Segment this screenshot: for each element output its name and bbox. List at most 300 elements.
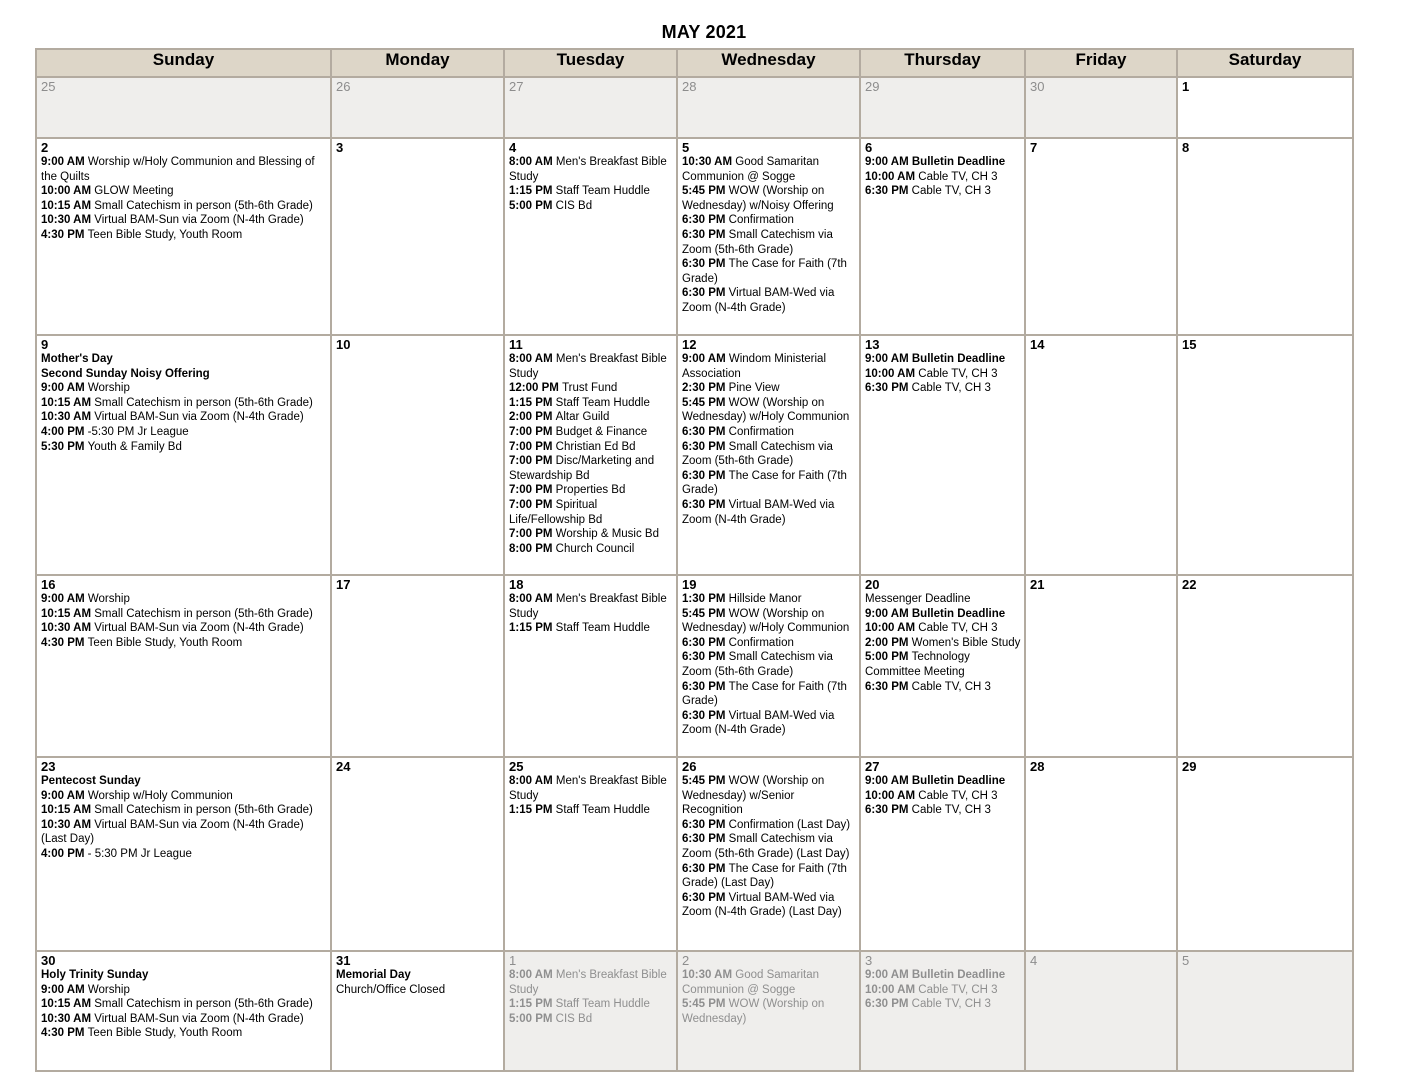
event-line (509, 997, 673, 1012)
event-time: 10:30 AM (682, 156, 736, 168)
day-cell-6 (860, 138, 1025, 335)
event-line (41, 213, 327, 228)
day-number: 26 (336, 79, 351, 94)
event-text: Worship (87, 382, 130, 395)
event-text: Worship w/Holy Communion and Blessing of the Quilts (41, 156, 315, 183)
event-time: 10:30 AM (41, 214, 95, 227)
event-time: 9:00 AM (865, 353, 912, 365)
event-time: 6:30 PM (682, 425, 729, 438)
event-text: Teen Bible Study, Youth Room (87, 228, 243, 241)
day-cell-17 (331, 575, 504, 757)
event-line (682, 228, 856, 257)
event-line (509, 184, 673, 199)
weekday-header-saturday: Saturday (1177, 49, 1353, 77)
day-number: 29 (865, 79, 880, 94)
event-line (682, 352, 856, 381)
day-cell-content (332, 78, 503, 96)
day-number: 21 (1030, 577, 1045, 592)
event-text: Cable TV, CH 3 (911, 998, 991, 1011)
day-number: 18 (509, 577, 524, 592)
event-text: Cable TV, CH 3 (911, 680, 991, 693)
event-time: 5:30 PM (41, 440, 88, 453)
event-text: Memorial Day (336, 969, 411, 981)
day-cell-content (505, 952, 676, 1028)
event-line (509, 774, 673, 803)
day-cell-content (861, 139, 1024, 201)
event-text: Confirmation (728, 636, 794, 649)
event-time: 6:30 PM (682, 651, 729, 664)
day-number: 8 (1182, 140, 1190, 155)
event-text: Virtual BAM-Sun via Zoom (N-4th Grade) (94, 622, 304, 635)
event-line (682, 155, 856, 184)
event-line (509, 968, 673, 997)
event-text: Properties Bd (555, 484, 626, 497)
event-line (509, 1012, 673, 1027)
event-time: 5:45 PM (682, 607, 729, 620)
event-line (509, 498, 673, 527)
event-line (336, 968, 500, 983)
event-text: Small Catechism in person (5th-6th Grade) (94, 998, 313, 1011)
day-number: 2 (41, 140, 49, 155)
event-text: Holy Trinity Sunday (41, 969, 149, 981)
event-time: 6:30 PM (682, 833, 729, 846)
event-time: 6:30 PM (865, 382, 912, 395)
event-text: Virtual BAM-Wed via Zoom (N-4th Grade) (682, 287, 835, 314)
event-line (682, 997, 856, 1026)
event-time: 10:00 AM (865, 983, 919, 996)
event-time: 5:00 PM (509, 199, 556, 212)
event-text: Cable TV, CH 3 (911, 804, 991, 817)
day-cell-content (505, 336, 676, 558)
event-time: 7:00 PM (509, 425, 556, 438)
event-line (865, 774, 1021, 789)
event-text: Confirmation (728, 214, 794, 227)
day-cell-content (1178, 139, 1352, 157)
event-time: 2:30 PM (682, 382, 729, 395)
event-text: Small Catechism in person (5th-6th Grade) (94, 607, 313, 620)
event-time: 12:00 PM (509, 382, 563, 395)
event-text: Staff Team Huddle (555, 804, 650, 817)
weekday-header-friday: Friday (1025, 49, 1177, 77)
event-line (682, 891, 856, 920)
event-text: Small Catechism in person (5th-6th Grade) (94, 199, 313, 212)
day-number: 4 (509, 140, 517, 155)
event-time: 7:00 PM (509, 498, 556, 511)
day-number: 30 (41, 953, 56, 968)
event-text: Small Catechism via Zoom (5th-6th Grade) (Last Day) (682, 833, 850, 860)
event-text: Virtual BAM-Wed via Zoom (N-4th Grade) (682, 709, 835, 737)
event-line (509, 410, 673, 425)
event-line (682, 862, 856, 891)
event-time: 5:45 PM (682, 998, 729, 1011)
event-text: Cable TV, CH 3 (918, 789, 998, 802)
day-cell-content (332, 336, 503, 354)
event-line (509, 352, 673, 381)
event-line (41, 410, 327, 425)
event-time: 6:30 PM (682, 287, 729, 300)
event-text: Spiritual Life/Fellowship Bd (509, 498, 603, 526)
day-number: 20 (865, 577, 880, 592)
event-text: Worship (87, 983, 130, 996)
event-text: Budget & Finance (555, 425, 648, 438)
day-cell-content (1026, 952, 1176, 970)
event-line (41, 636, 327, 651)
day-cell-content (861, 78, 1024, 96)
event-time: 1:15 PM (509, 622, 556, 635)
event-text: Pine View (728, 382, 780, 395)
event-time: 8:00 PM (509, 542, 556, 555)
day-number: 1 (1182, 79, 1190, 94)
event-text: Worship w/Holy Communion (87, 789, 233, 802)
event-line (865, 968, 1021, 983)
event-time: 9:00 AM (865, 969, 912, 981)
event-time: 9:00 AM (41, 382, 88, 395)
event-text: Windom Ministerial Association (682, 353, 827, 380)
event-line (682, 184, 856, 213)
event-time: 1:15 PM (509, 998, 556, 1011)
event-text: Staff Team Huddle (555, 622, 650, 635)
event-time: 4:00 PM (41, 847, 88, 860)
day-cell-27 (860, 757, 1025, 951)
day-cell-13 (860, 335, 1025, 575)
event-time: 9:00 AM (41, 593, 88, 605)
day-cell-2 (36, 138, 331, 335)
event-line (682, 469, 856, 498)
day-cell-26 (677, 757, 860, 951)
day-number: 28 (1030, 759, 1045, 774)
event-time: 6:30 PM (682, 891, 729, 904)
event-text: The Case for Faith (7th Grade) (682, 469, 847, 497)
event-text: The Case for Faith (7th Grade) (682, 258, 847, 285)
event-text: Bulletin Deadline (911, 775, 1006, 787)
event-line (682, 381, 856, 396)
event-text: WOW (Worship on Wednesday) w/Noisy Offering (682, 185, 834, 212)
event-time: 1:15 PM (509, 804, 556, 817)
event-time: 6:30 PM (682, 228, 729, 241)
event-text: Men's Breakfast Bible Study (509, 156, 667, 183)
day-cell-25 (504, 757, 677, 951)
event-line (509, 381, 673, 396)
day-cell-5-outside (1177, 951, 1353, 1071)
day-number: 27 (865, 759, 880, 774)
day-cell-3 (331, 138, 504, 335)
event-time: 10:00 AM (865, 622, 919, 635)
event-text: Church Council (555, 542, 635, 555)
day-cell-content (37, 336, 330, 456)
day-number: 16 (41, 577, 56, 592)
event-time: 6:30 PM (682, 258, 729, 271)
event-line (41, 774, 327, 789)
day-number: 23 (41, 759, 56, 774)
event-text: Teen Bible Study, Youth Room (87, 1027, 243, 1040)
day-cell-content (861, 758, 1024, 820)
event-text: Bulletin Deadline (911, 353, 1006, 365)
event-line (682, 425, 856, 440)
event-text: - 5:30 PM Jr League (87, 847, 192, 860)
day-cell-26-outside (331, 77, 504, 138)
event-time: 8:00 AM (509, 353, 556, 365)
event-line (41, 440, 327, 455)
event-text: Men's Breakfast Bible Study (509, 775, 667, 802)
event-text: GLOW Meeting (94, 185, 174, 198)
day-cell-20 (860, 575, 1025, 757)
event-line (682, 213, 856, 228)
day-cell-24 (331, 757, 504, 951)
event-line (682, 607, 856, 636)
event-line (682, 650, 856, 679)
weekday-header-tuesday: Tuesday (504, 49, 677, 77)
event-text: Mother's Day (41, 353, 113, 365)
event-time: 4:30 PM (41, 228, 88, 241)
event-time: 6:30 PM (682, 818, 729, 831)
event-line (509, 803, 673, 818)
event-text: Bulletin Deadline (911, 156, 1006, 168)
day-cell-18 (504, 575, 677, 757)
day-cell-1-outside (504, 951, 677, 1071)
week-row (36, 77, 1353, 138)
event-text: Men's Breakfast Bible Study (509, 593, 667, 620)
event-line (41, 1026, 327, 1041)
event-line (509, 425, 673, 440)
event-text: Christian Ed Bd (555, 440, 636, 453)
day-number: 31 (336, 953, 351, 968)
event-text: Small Catechism in person (5th-6th Grade) (94, 396, 313, 409)
event-text: Messenger Deadline (865, 593, 971, 605)
event-time: 6:30 PM (682, 214, 729, 227)
event-time: 2:00 PM (865, 636, 912, 649)
day-cell-19 (677, 575, 860, 757)
event-text: Confirmation (Last Day) (728, 818, 851, 831)
event-line (41, 803, 327, 818)
day-cell-content (505, 78, 676, 96)
event-line (41, 367, 327, 382)
event-text: Second Sunday Noisy Offering (41, 367, 210, 380)
day-cell-content (505, 139, 676, 215)
day-cell-content (332, 758, 503, 776)
event-time: 5:45 PM (682, 185, 729, 198)
event-text: Staff Team Huddle (555, 185, 650, 198)
week-row (36, 575, 1353, 757)
event-time: 7:00 PM (509, 440, 556, 453)
event-line (509, 396, 673, 411)
event-time: 4:30 PM (41, 636, 88, 649)
day-number: 6 (865, 140, 873, 155)
event-time: 10:30 AM (682, 969, 736, 981)
day-cell-content (1178, 336, 1352, 354)
day-cell-content (678, 758, 859, 922)
event-line (682, 636, 856, 651)
event-time: 8:00 AM (509, 969, 556, 981)
day-cell-content (505, 576, 676, 638)
day-cell-content (678, 952, 859, 1028)
event-line (509, 483, 673, 498)
day-cell-11 (504, 335, 677, 575)
event-line (865, 155, 1021, 170)
event-line (41, 968, 327, 983)
day-cell-content (678, 78, 859, 96)
event-time: 10:00 AM (41, 185, 95, 198)
event-time: 10:00 AM (865, 789, 919, 802)
event-time: 6:30 PM (865, 804, 912, 817)
day-number: 10 (336, 337, 351, 352)
day-cell-9 (36, 335, 331, 575)
event-time: 7:00 PM (509, 455, 556, 468)
day-cell-content (678, 576, 859, 740)
day-cell-29-outside (860, 77, 1025, 138)
event-time: 6:30 PM (865, 680, 912, 693)
event-line (865, 636, 1021, 651)
event-time: 5:45 PM (682, 775, 729, 787)
event-text: Men's Breakfast Bible Study (509, 969, 667, 996)
event-time: 8:00 AM (509, 593, 556, 605)
event-time: 10:00 AM (865, 170, 919, 183)
event-time: 1:15 PM (509, 185, 556, 198)
event-line (41, 847, 327, 862)
event-line (682, 286, 856, 315)
event-text: Cable TV, CH 3 (918, 983, 998, 996)
event-text: Small Catechism via Zoom (5th-6th Grade) (682, 228, 833, 256)
day-cell-1 (1177, 77, 1353, 138)
event-line (336, 983, 500, 998)
event-time: 10:00 AM (865, 367, 919, 380)
event-line (41, 425, 327, 440)
event-text: Small Catechism in person (5th-6th Grade) (94, 804, 313, 817)
day-cell-content (678, 336, 859, 529)
event-time: 6:30 PM (682, 636, 729, 649)
day-cell-14 (1025, 335, 1177, 575)
event-line (682, 774, 856, 818)
event-time: 6:30 PM (682, 862, 729, 875)
event-line (865, 983, 1021, 998)
event-time: 7:00 PM (509, 528, 556, 541)
event-text: Virtual BAM-Sun via Zoom (N-4th Grade) (94, 1012, 304, 1025)
event-text: Confirmation (728, 425, 794, 438)
event-line (41, 621, 327, 636)
day-number: 25 (41, 79, 56, 94)
event-time: 8:00 AM (509, 775, 556, 787)
day-cell-31 (331, 951, 504, 1071)
day-number: 14 (1030, 337, 1045, 352)
day-number: 13 (865, 337, 880, 352)
event-text: -5:30 PM Jr League (87, 425, 189, 438)
event-text: Virtual BAM-Sun via Zoom (N-4th Grade) (94, 411, 304, 424)
event-time: 2:00 PM (509, 411, 556, 424)
event-text: WOW (Worship on Wednesday) w/Senior Recognition (682, 775, 825, 817)
event-line (865, 789, 1021, 804)
event-text: Church/Office Closed (336, 983, 446, 996)
event-line (509, 527, 673, 542)
event-text: Cable TV, CH 3 (911, 185, 991, 198)
day-number: 27 (509, 79, 524, 94)
event-line (682, 680, 856, 709)
event-line (41, 155, 327, 184)
event-time: 10:15 AM (41, 607, 95, 620)
event-time: 10:15 AM (41, 804, 95, 817)
week-row (36, 138, 1353, 335)
event-text: WOW (Worship on Wednesday) (682, 998, 825, 1025)
event-text: Hillside Manor (728, 593, 802, 605)
event-text: Bulletin Deadline (911, 607, 1006, 620)
day-cell-content (1026, 576, 1176, 594)
weekday-header-thursday: Thursday (860, 49, 1025, 77)
day-cell-content (1026, 758, 1176, 776)
weekday-header-monday: Monday (331, 49, 504, 77)
day-cell-30-outside (1025, 77, 1177, 138)
event-line (41, 789, 327, 804)
day-number: 1 (509, 953, 517, 968)
day-number: 26 (682, 759, 697, 774)
day-cell-2-outside (677, 951, 860, 1071)
day-cell-content (332, 952, 503, 999)
event-line (682, 832, 856, 861)
event-text: Staff Team Huddle (555, 396, 650, 409)
event-time: 6:30 PM (682, 680, 729, 693)
event-line (865, 381, 1021, 396)
day-number: 24 (336, 759, 351, 774)
day-cell-28 (1025, 757, 1177, 951)
event-text: Virtual BAM-Sun via Zoom (N-4th Grade) (Last Day) (41, 818, 304, 846)
day-cell-content (1026, 336, 1176, 354)
day-number: 19 (682, 577, 697, 592)
event-line (41, 228, 327, 243)
day-cell-28-outside (677, 77, 860, 138)
event-time: 4:30 PM (41, 1027, 88, 1040)
event-time: 10:30 AM (41, 1012, 95, 1025)
day-cell-content (1178, 952, 1352, 970)
event-text: CIS Bd (555, 199, 593, 212)
event-line (41, 199, 327, 214)
day-cell-3-outside (860, 951, 1025, 1071)
event-time: 6:30 PM (865, 185, 912, 198)
event-line (509, 592, 673, 621)
event-time: 10:15 AM (41, 396, 95, 409)
event-line (509, 440, 673, 455)
event-time: 4:00 PM (41, 425, 88, 438)
weekday-header-sunday: Sunday (36, 49, 331, 77)
day-cell-content (1178, 758, 1352, 776)
event-time: 5:00 PM (509, 1012, 556, 1025)
day-cell-29 (1177, 757, 1353, 951)
event-time: 9:00 AM (41, 983, 88, 996)
event-text: CIS Bd (555, 1012, 593, 1025)
event-line (509, 621, 673, 636)
week-row (36, 951, 1353, 1071)
day-cell-content (37, 139, 330, 245)
day-cell-content (1026, 139, 1176, 157)
event-text: WOW (Worship on Wednesday) w/Holy Communion (682, 607, 850, 635)
event-line (682, 396, 856, 425)
event-text: The Case for Faith (7th Grade) (682, 680, 847, 708)
event-text: Cable TV, CH 3 (918, 367, 998, 380)
event-line (41, 818, 327, 847)
event-text: Good Samaritan Communion @ Sogge (682, 969, 820, 996)
day-cell-7 (1025, 138, 1177, 335)
day-number: 9 (41, 337, 49, 352)
event-line (865, 803, 1021, 818)
event-time: 9:00 AM (682, 353, 729, 365)
day-cell-content (1178, 78, 1352, 96)
event-time: 10:30 AM (41, 622, 95, 635)
day-cell-content (861, 576, 1024, 696)
day-cell-content (37, 576, 330, 652)
event-line (865, 184, 1021, 199)
event-text: Good Samaritan Communion @ Sogge (682, 156, 820, 183)
calendar-title: MAY 2021 (661, 22, 747, 42)
day-cell-23 (36, 757, 331, 951)
event-text: Women's Bible Study (911, 636, 1021, 649)
event-text: Teen Bible Study, Youth Room (87, 636, 243, 649)
event-line (865, 650, 1021, 679)
